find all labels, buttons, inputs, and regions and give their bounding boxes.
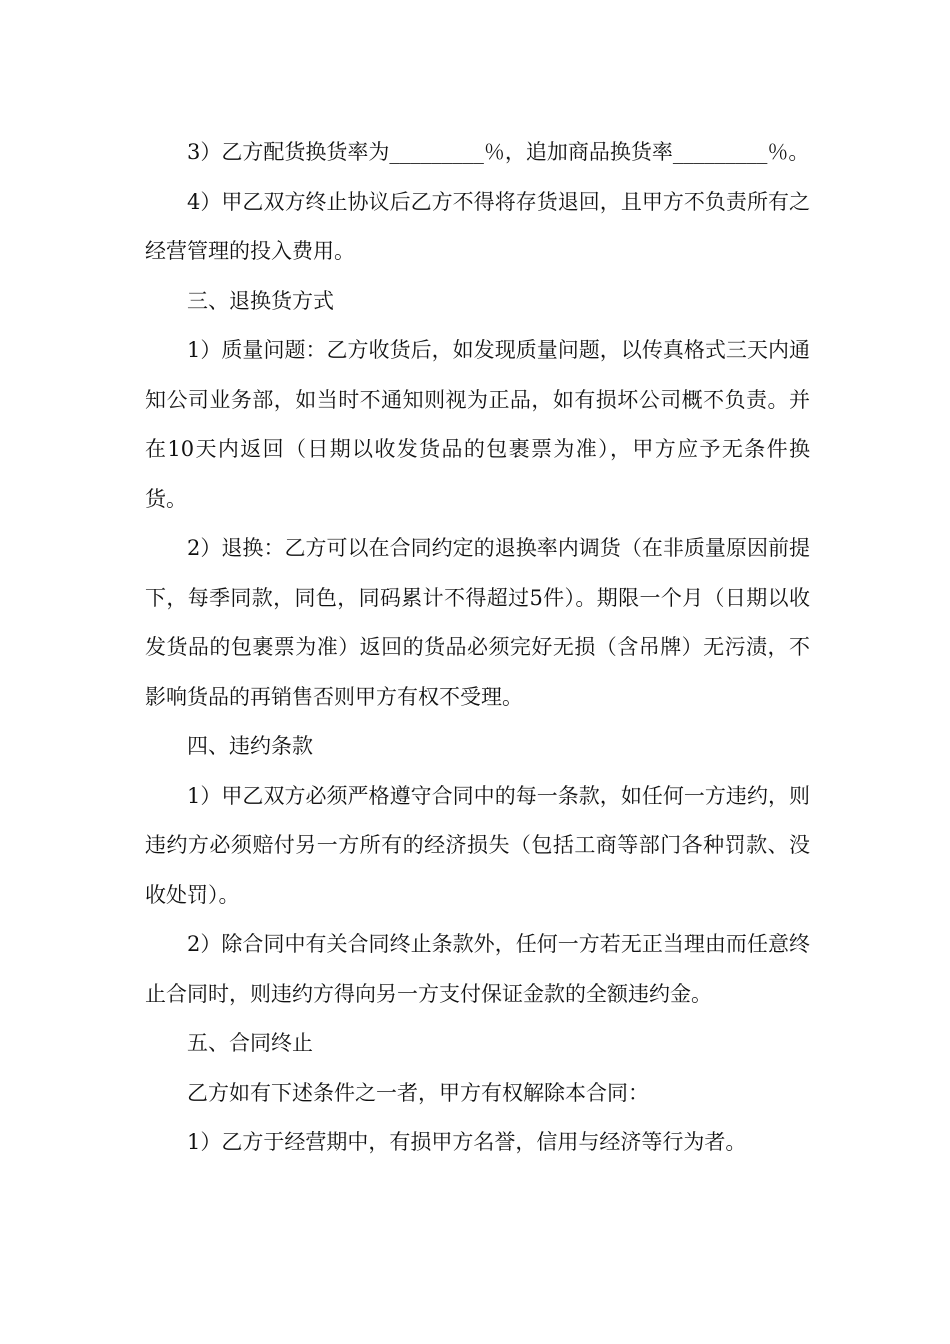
section-heading-breach: 四、违约条款 bbox=[187, 734, 313, 758]
clause-return-exchange: 2）退换：乙方可以在合同约定的退换率内调货（在非质量原因前提下，每季同款，同色，同码累计不得超过5件）。期限一个月（日期以收发货品的包裹票为准）返回的货品必须完好无损（含吊牌）无污渍，不影响货品的再销售否则甲方有权不受理。 bbox=[145, 536, 810, 709]
document-page bbox=[145, 128, 810, 1168]
section-heading-return-exchange: 三、退换货方式 bbox=[187, 288, 334, 313]
clause-termination-conditions-intro: 乙方如有下述条件之一者，甲方有权解除本合同： bbox=[187, 1080, 649, 1105]
section-heading-termination: 五、合同终止 bbox=[187, 1031, 313, 1055]
clause-termination-condition-1: 1）乙方于经营期中，有损甲方名誉，信用与经济等行为者。 bbox=[187, 1130, 747, 1154]
clause-termination-no-return: 4）甲乙双方终止协议后乙方不得将存货退回，且甲方不负责所有之经营管理的投入费用。 bbox=[145, 189, 810, 263]
clause-breach-compensation: 1）甲乙双方必须严格遵守合同中的每一条款，如任何一方违约，则违约方必须赔付另一方所有的经济损失（包括工商等部门各种罚款、没收处罚）。 bbox=[145, 783, 810, 907]
clause-exchange-rate: 3）乙方配货换货率为_________％，追加商品换货率_________％。 bbox=[187, 140, 810, 164]
clause-breach-penalty: 2）除合同中有关合同终止条款外，任何一方若无正当理由而任意终止合同时，则违约方得向另一方支付保证金款的全额违约金。 bbox=[145, 932, 810, 1006]
clause-quality-issues: 1）质量问题：乙方收货后，如发现质量问题，以传真格式三天内通知公司业务部，如当时不通知则视为正品，如有损坏公司概不负责。并在10天内返回（日期以收发货品的包裹票为准），甲方应予无条件换货。 bbox=[145, 338, 810, 511]
